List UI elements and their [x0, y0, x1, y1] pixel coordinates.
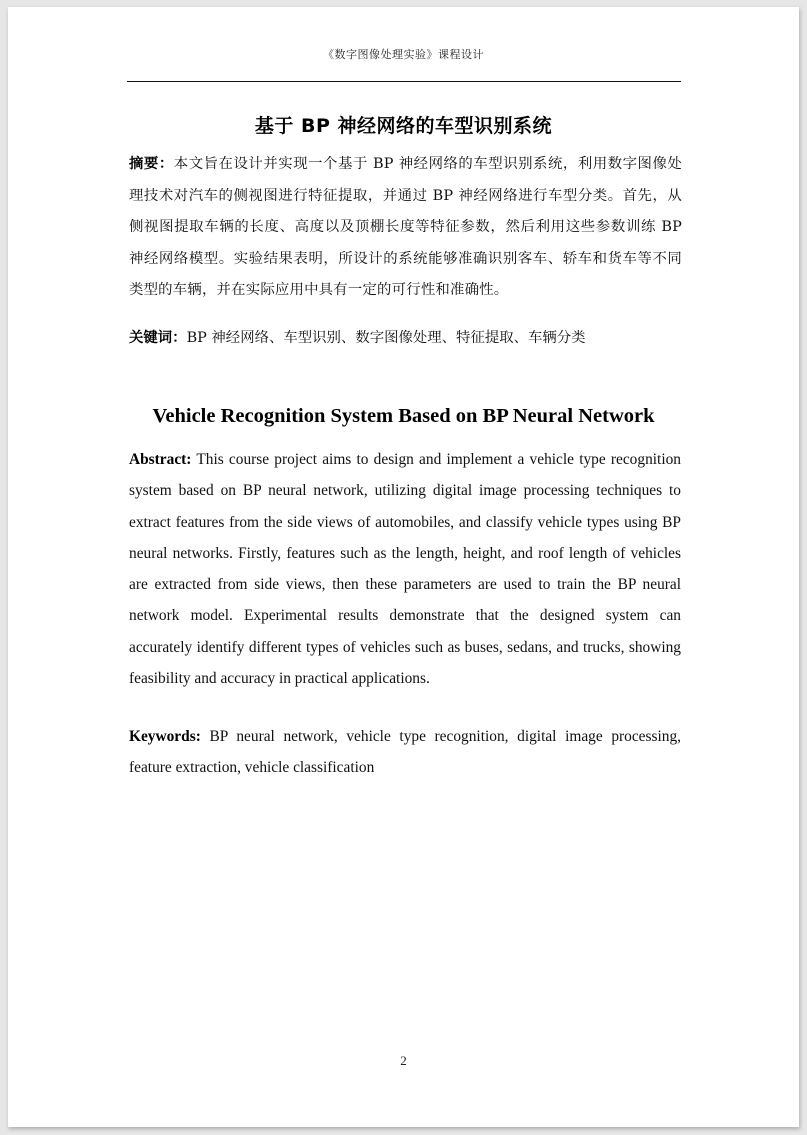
chinese-abstract-label: 摘要： [129, 156, 174, 172]
running-header: 《数字图像处理实验》课程设计 [323, 48, 484, 61]
english-abstract-label: Abstract: [129, 451, 192, 468]
chinese-keywords-text: BP 神经网络、车型识别、数字图像处理、特征提取、车辆分类 [186, 330, 586, 346]
chinese-abstract-text: 本文旨在设计并实现一个基于 BP 神经网络的车型识别系统，利用数字图像处理技术对汽车的侧视图进行特征提取，并通过 BP 神经网络进行车型分类。首先，从侧视图提取车辆的长度、高度以及顶棚长度等特征参数，然后利用这些参数训练 BP 神经网络模型。实验结果表明，所设计的系统能够准确识别客车、轿车和货车等不同类型的车辆，并在实际应用中具有一定的可行性和准确性。 [129, 156, 682, 298]
header-divider [127, 81, 681, 82]
chinese-keywords [129, 324, 682, 352]
page-number: 2 [400, 1053, 407, 1068]
chinese-abstract [129, 149, 682, 307]
english-keywords-label: Keywords: [129, 728, 201, 745]
english-title: Vehicle Recognition System Based on BP Neural Network [152, 405, 655, 427]
english-keywords-text: BP neural network, vehicle type recognition, digital image processing, feature extraction, vehicle classification [129, 728, 681, 777]
english-abstract-text: This course project aims to design and implement a vehicle type recognition system based on BP neural network, utilizing digital image processing techniques to extract features from the side views of automobiles, and classify vehicle types using BP neural networks. Firstly, features such as the length, height, and roof length of vehicles are extracted from side views, then these parameters are used to train the BP neural network model. Experimental results demonstrate that the designed system can accurately identify different types of vehicles such as buses, sedans, and trucks, showing feasibility and accuracy in practical applications. [129, 451, 681, 688]
chinese-keywords-label: 关键词： [129, 330, 187, 346]
chinese-title: 基于 BP 神经网络的车型识别系统 [254, 115, 553, 137]
english-keywords [129, 721, 681, 784]
english-abstract [129, 444, 681, 694]
